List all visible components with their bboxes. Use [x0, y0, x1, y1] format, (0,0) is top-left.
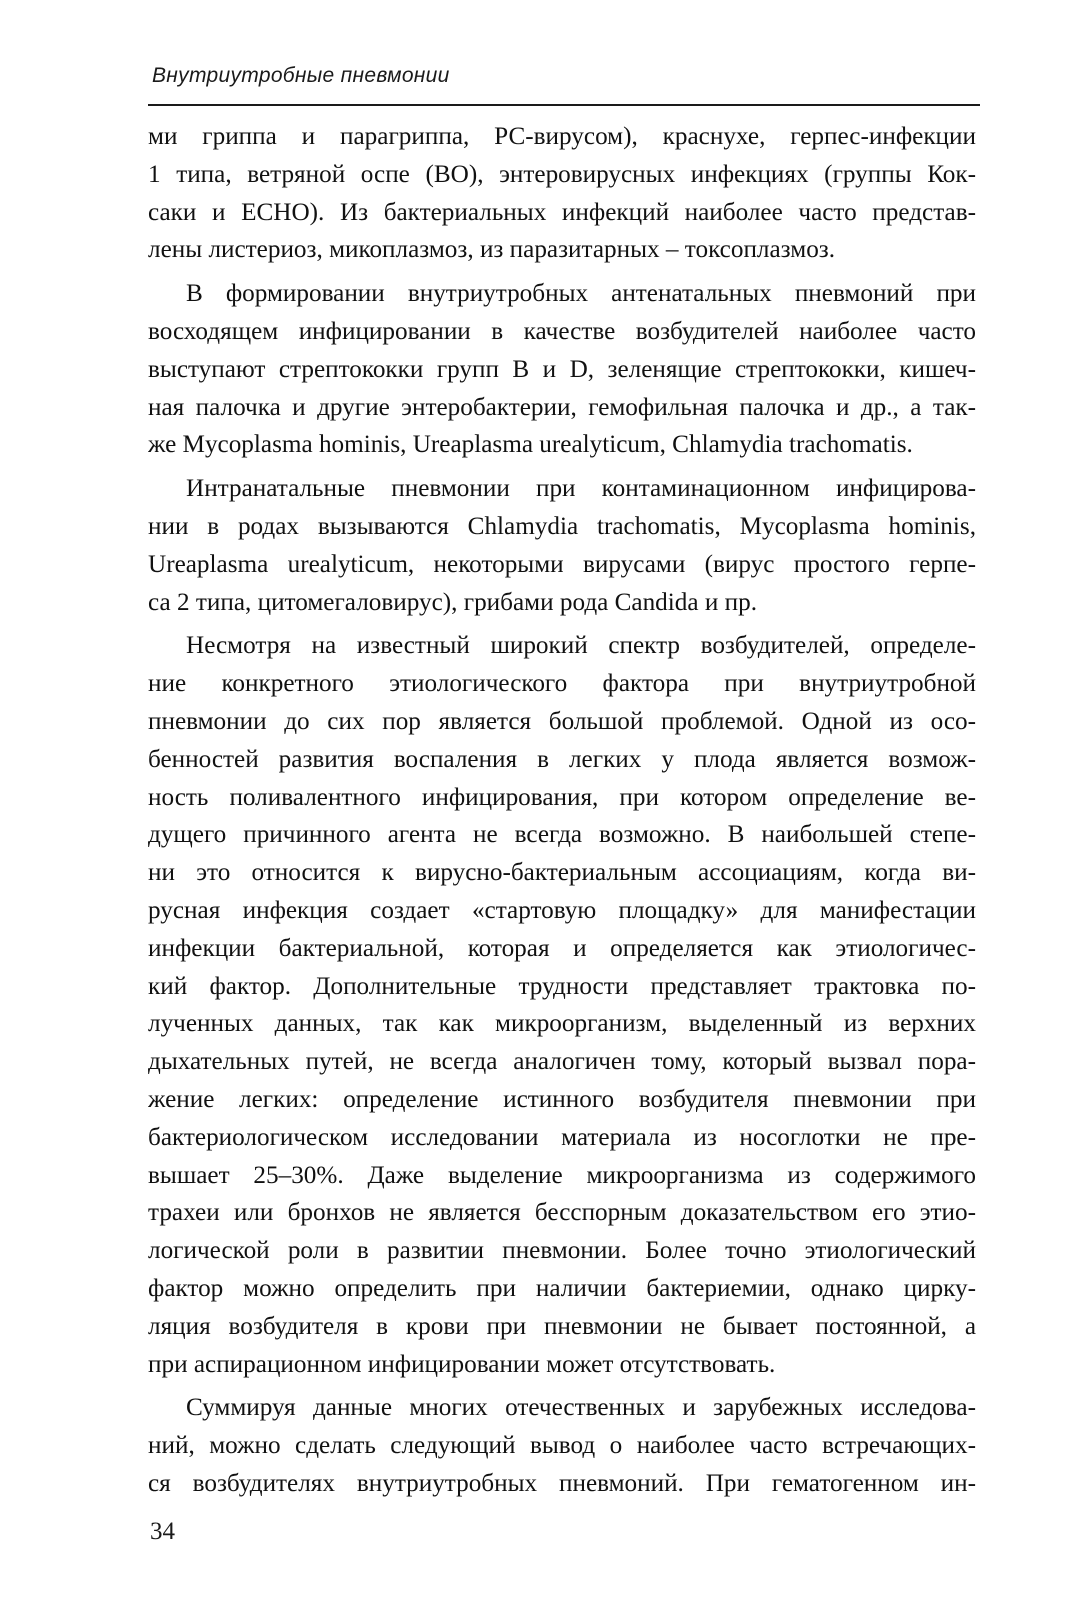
- text-line: трахеи или бронхов не является бесспорным доказательством его этио-: [148, 1199, 976, 1227]
- text-line: фактор можно определить при наличии бактериемии, однако цирку-: [148, 1274, 976, 1302]
- text-line: дущего причинного агента не всегда возможно. В наибольшей степе-: [148, 821, 976, 849]
- page-number: 34: [150, 1518, 175, 1545]
- text-line: бактериологическом исследовании материала из носоглотки не пре-: [148, 1123, 976, 1151]
- text-line: Ureaplasma urealyticum, некоторыми вирусами (вирус простого герпе-: [148, 550, 976, 578]
- paragraph-5: [148, 1389, 976, 1502]
- text-line: пневмонии до сих пор является большой проблемой. Одной из осо-: [148, 707, 976, 735]
- text-line: са 2 типа, цитомегаловирус), грибами рода Candida и пр.: [148, 588, 757, 616]
- text-line: же Mycoplasma hominis, Ureaplasma urealyticum, Chlamydia trachomatis.: [148, 431, 913, 459]
- paragraph-4: [148, 627, 976, 1383]
- text-line: вышает 25–30%. Даже выделение микроорганизма из содержимого: [148, 1161, 976, 1189]
- running-header: Внутриутробные пневмонии: [152, 64, 450, 87]
- text-line: Интранатальные пневмонии при контаминационном инфицирова-: [186, 475, 976, 503]
- text-line: лученных данных, так как микроорганизм, выделенный из верхних: [148, 1010, 976, 1038]
- text-line: саки и ЕСНО). Из бактериальных инфекций наиболее часто представ-: [148, 198, 976, 226]
- text-line: ми гриппа и парагриппа, РС-вирусом), краснухе, герпес-инфекции: [148, 123, 976, 150]
- text-line: В формировании внутриутробных антенатальных пневмоний при: [186, 280, 976, 308]
- body-text: [148, 118, 976, 1503]
- header-rule: [148, 104, 980, 106]
- text-line: ность поливалентного инфицирования, при котором определение ве-: [148, 783, 976, 811]
- text-line: ляция возбудителя в крови при пневмонии не бывает постоянной, а: [148, 1312, 976, 1340]
- text-line: при аспирационном инфицировании может отсутствовать.: [148, 1350, 776, 1378]
- text-line: русная инфекция создает «стартовую площадку» для манифестации: [148, 896, 976, 924]
- text-line: нии в родах вызываются Chlamydia trachomatis, Mycoplasma hominis,: [148, 512, 976, 540]
- text-line: ся возбудителях внутриутробных пневмоний. При гематогенном ин-: [148, 1469, 976, 1497]
- paragraph-1: [148, 118, 976, 269]
- text-line: логической роли в развитии пневмонии. Более точно этиологический: [148, 1237, 976, 1265]
- text-line: бенностей развития воспаления в легких у плода является возмож-: [148, 745, 976, 773]
- text-line: ний, можно сделать следующий вывод о наиболее часто встречающих-: [148, 1432, 976, 1460]
- text-line: жение легких: определение истинного возбудителя пневмонии при: [148, 1085, 976, 1113]
- text-line: инфекции бактериальной, которая и определяется как этиологичес-: [148, 934, 976, 962]
- text-line: выступают стрептококки групп В и D, зеленящие стрептококки, кишеч-: [148, 355, 976, 383]
- text-line: кий фактор. Дополнительные трудности представляет трактовка по-: [148, 972, 976, 1000]
- text-line: лены листериоз, микоплазмоз, из паразитарных – токсоплазмоз.: [148, 236, 836, 264]
- text-line: Несмотря на известный широкий спектр возбудителей, определе-: [186, 632, 976, 660]
- text-line: дыхательных путей, не всегда аналогичен тому, который вызвал пора-: [148, 1048, 976, 1076]
- text-line: ни это относится к вирусно-бактериальным ассоциациям, когда ви-: [148, 859, 976, 887]
- text-line: Суммируя данные многих отечественных и зарубежных исследова-: [186, 1394, 976, 1422]
- text-line: восходящем инфицировании в качестве возбудителей наиболее часто: [148, 317, 976, 345]
- text-line: ная палочка и другие энтеробактерии, гемофильная палочка и др., а так-: [148, 393, 976, 421]
- paragraph-2: [148, 275, 976, 464]
- paragraph-3: [148, 470, 976, 621]
- text-line: ние конкретного этиологического фактора при внутриутробной: [148, 670, 976, 698]
- text-line: 1 типа, ветряной оспе (ВО), энтеровирусных инфекциях (группы Кок-: [148, 160, 976, 188]
